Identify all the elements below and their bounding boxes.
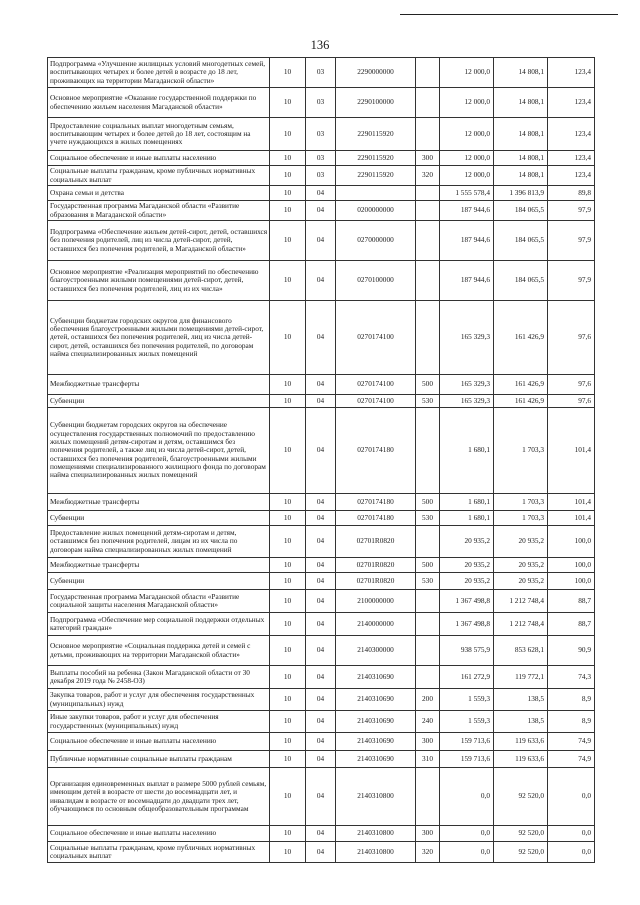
table-row bbox=[48, 590, 595, 613]
table-row bbox=[48, 842, 595, 863]
row-name: Предоставление социальных выплат многодетным семьям, воспитывающим четырех и более детей до 18 лет, состоящим на учете нуждающихся в жилых помещениях bbox=[48, 118, 270, 151]
execution-percent: 8,9 bbox=[548, 711, 595, 733]
expense-type-code: 310 bbox=[416, 751, 440, 768]
table-row bbox=[48, 711, 595, 733]
target-article-code: 2290000000 bbox=[336, 58, 416, 88]
subsection-code: 04 bbox=[306, 751, 336, 768]
execution-percent: 90,9 bbox=[548, 636, 595, 666]
planned-amount: 1 559,3 bbox=[440, 711, 494, 733]
subsection-code: 04 bbox=[306, 395, 336, 408]
table-row bbox=[48, 395, 595, 408]
row-name: Социальные выплаты гражданам, кроме публичных нормативных социальных выплат bbox=[48, 166, 270, 186]
expense-type-code: 530 bbox=[416, 395, 440, 408]
expense-type-code: 500 bbox=[416, 494, 440, 511]
executed-amount: 1 703,3 bbox=[494, 511, 548, 526]
expense-type-code: 320 bbox=[416, 166, 440, 186]
execution-percent: 101,4 bbox=[548, 511, 595, 526]
target-article-code: 0270174100 bbox=[336, 375, 416, 395]
executed-amount: 1 212 748,4 bbox=[494, 613, 548, 636]
target-article-code: 2290115920 bbox=[336, 151, 416, 166]
expense-type-code bbox=[416, 768, 440, 826]
table-row bbox=[48, 221, 595, 261]
expense-type-code: 240 bbox=[416, 711, 440, 733]
execution-percent: 101,4 bbox=[548, 408, 595, 494]
execution-percent: 123,4 bbox=[548, 58, 595, 88]
budget-table-body bbox=[48, 58, 595, 863]
table-row bbox=[48, 689, 595, 711]
expense-type-code: 500 bbox=[416, 375, 440, 395]
row-name: Подпрограмма «Улучшение жилищных условий многодетных семей, воспитывающих четырех и более детей в возрасте до 18 лет, проживающих на территории Магаданской области» bbox=[48, 58, 270, 88]
execution-percent: 123,4 bbox=[548, 88, 595, 118]
target-article-code: 2140310800 bbox=[336, 842, 416, 863]
expense-type-code bbox=[416, 590, 440, 613]
target-article-code: 02701R0820 bbox=[336, 573, 416, 590]
execution-percent: 74,3 bbox=[548, 666, 595, 689]
planned-amount: 165 329,3 bbox=[440, 375, 494, 395]
execution-percent: 89,8 bbox=[548, 186, 595, 201]
subsection-code: 04 bbox=[306, 768, 336, 826]
planned-amount: 1 680,1 bbox=[440, 511, 494, 526]
executed-amount: 14 808,1 bbox=[494, 88, 548, 118]
executed-amount: 184 065,5 bbox=[494, 221, 548, 261]
table-row bbox=[48, 494, 595, 511]
expense-type-code bbox=[416, 186, 440, 201]
target-article-code: 2140310690 bbox=[336, 666, 416, 689]
execution-percent: 97,6 bbox=[548, 301, 595, 375]
execution-percent: 123,4 bbox=[548, 118, 595, 151]
section-code: 10 bbox=[270, 261, 306, 301]
subsection-code: 03 bbox=[306, 166, 336, 186]
expense-type-code: 320 bbox=[416, 842, 440, 863]
target-article-code: 0270100000 bbox=[336, 261, 416, 301]
table-row bbox=[48, 511, 595, 526]
planned-amount: 12 000,0 bbox=[440, 58, 494, 88]
target-article-code: 0270174100 bbox=[336, 395, 416, 408]
section-code: 10 bbox=[270, 768, 306, 826]
table-row bbox=[48, 186, 595, 201]
table-row bbox=[48, 733, 595, 751]
target-article-code: 0270174180 bbox=[336, 408, 416, 494]
planned-amount: 20 935,2 bbox=[440, 526, 494, 558]
subsection-code: 04 bbox=[306, 558, 336, 573]
subsection-code: 03 bbox=[306, 88, 336, 118]
row-name: Основное мероприятие «Оказание государственной поддержки по обеспечению жильем населения Магаданской области» bbox=[48, 88, 270, 118]
execution-percent: 97,6 bbox=[548, 375, 595, 395]
execution-percent: 0,0 bbox=[548, 768, 595, 826]
executed-amount: 20 935,2 bbox=[494, 558, 548, 573]
planned-amount: 161 272,9 bbox=[440, 666, 494, 689]
section-code: 10 bbox=[270, 58, 306, 88]
expense-type-code bbox=[416, 408, 440, 494]
planned-amount: 0,0 bbox=[440, 842, 494, 863]
row-name: Выплаты пособий на ребенка (Закон Магаданской области от 30 декабря 2019 года № 2458-ОЗ) bbox=[48, 666, 270, 689]
planned-amount: 187 944,6 bbox=[440, 261, 494, 301]
executed-amount: 119 633,6 bbox=[494, 733, 548, 751]
executed-amount: 138,5 bbox=[494, 711, 548, 733]
section-code: 10 bbox=[270, 590, 306, 613]
expense-type-code bbox=[416, 261, 440, 301]
expense-type-code: 300 bbox=[416, 733, 440, 751]
execution-percent: 0,0 bbox=[548, 842, 595, 863]
executed-amount: 92 520,0 bbox=[494, 768, 548, 826]
executed-amount: 184 065,5 bbox=[494, 201, 548, 221]
subsection-code: 04 bbox=[306, 261, 336, 301]
target-article-code: 2140310690 bbox=[336, 751, 416, 768]
expense-type-code bbox=[416, 201, 440, 221]
subsection-code: 03 bbox=[306, 58, 336, 88]
execution-percent: 97,9 bbox=[548, 261, 595, 301]
executed-amount: 92 520,0 bbox=[494, 842, 548, 863]
execution-percent: 8,9 bbox=[548, 689, 595, 711]
subsection-code: 04 bbox=[306, 526, 336, 558]
planned-amount: 165 329,3 bbox=[440, 395, 494, 408]
target-article-code: 2290115920 bbox=[336, 166, 416, 186]
execution-percent: 123,4 bbox=[548, 151, 595, 166]
section-code: 10 bbox=[270, 689, 306, 711]
row-name: Межбюджетные трансферты bbox=[48, 494, 270, 511]
header-rule bbox=[400, 14, 618, 15]
subsection-code: 03 bbox=[306, 151, 336, 166]
executed-amount: 138,5 bbox=[494, 689, 548, 711]
table-row bbox=[48, 526, 595, 558]
section-code: 10 bbox=[270, 201, 306, 221]
row-name: Подпрограмма «Обеспечение мер социальной поддержки отдельных категорий граждан» bbox=[48, 613, 270, 636]
expense-type-code: 530 bbox=[416, 573, 440, 590]
planned-amount: 20 935,2 bbox=[440, 558, 494, 573]
planned-amount: 12 000,0 bbox=[440, 118, 494, 151]
execution-percent: 88,7 bbox=[548, 590, 595, 613]
table-row bbox=[48, 201, 595, 221]
table-row bbox=[48, 613, 595, 636]
expense-type-code: 300 bbox=[416, 151, 440, 166]
executed-amount: 119 633,6 bbox=[494, 751, 548, 768]
section-code: 10 bbox=[270, 558, 306, 573]
executed-amount: 1 212 748,4 bbox=[494, 590, 548, 613]
execution-percent: 123,4 bbox=[548, 166, 595, 186]
row-name: Субвенции бюджетам городских округов на обеспечение осуществления государственных полномочий по предоставлению жилых помещений детям-сиротам и детям, оставшимся без попечения родителей, а также лиц из числа детей-сирот, детей, оставшихся без попечения родителей, благоустроенными жилыми помещениями специализированного жилищного фонда по договорам найма специализированных жилых помещений bbox=[48, 408, 270, 494]
row-name: Основное мероприятие «Социальная поддержка детей и семей с детьми, проживающих на территории Магаданской области» bbox=[48, 636, 270, 666]
table-row bbox=[48, 768, 595, 826]
subsection-code: 04 bbox=[306, 689, 336, 711]
table-row bbox=[48, 408, 595, 494]
executed-amount: 20 935,2 bbox=[494, 573, 548, 590]
planned-amount: 0,0 bbox=[440, 768, 494, 826]
section-code: 10 bbox=[270, 826, 306, 842]
planned-amount: 1 555 578,4 bbox=[440, 186, 494, 201]
row-name: Социальное обеспечение и иные выплаты населению bbox=[48, 733, 270, 751]
section-code: 10 bbox=[270, 375, 306, 395]
section-code: 10 bbox=[270, 751, 306, 768]
subsection-code: 04 bbox=[306, 733, 336, 751]
planned-amount: 165 329,3 bbox=[440, 301, 494, 375]
planned-amount: 12 000,0 bbox=[440, 166, 494, 186]
section-code: 10 bbox=[270, 118, 306, 151]
table-row bbox=[48, 751, 595, 768]
section-code: 10 bbox=[270, 494, 306, 511]
section-code: 10 bbox=[270, 395, 306, 408]
planned-amount: 187 944,6 bbox=[440, 221, 494, 261]
subsection-code: 04 bbox=[306, 511, 336, 526]
row-name: Социальное обеспечение и иные выплаты населению bbox=[48, 826, 270, 842]
subsection-code: 04 bbox=[306, 613, 336, 636]
planned-amount: 187 944,6 bbox=[440, 201, 494, 221]
section-code: 10 bbox=[270, 88, 306, 118]
table-row bbox=[48, 301, 595, 375]
executed-amount: 14 808,1 bbox=[494, 58, 548, 88]
subsection-code: 04 bbox=[306, 666, 336, 689]
execution-percent: 0,0 bbox=[548, 826, 595, 842]
executed-amount: 1 703,3 bbox=[494, 494, 548, 511]
row-name: Иные закупки товаров, работ и услуг для обеспечения государственных (муниципальных) нужд bbox=[48, 711, 270, 733]
target-article-code: 2140310690 bbox=[336, 733, 416, 751]
table-row bbox=[48, 261, 595, 301]
table-row bbox=[48, 166, 595, 186]
target-article-code bbox=[336, 186, 416, 201]
executed-amount: 161 426,9 bbox=[494, 375, 548, 395]
subsection-code: 04 bbox=[306, 711, 336, 733]
table-row bbox=[48, 558, 595, 573]
executed-amount: 14 808,1 bbox=[494, 166, 548, 186]
expense-type-code bbox=[416, 221, 440, 261]
expense-type-code bbox=[416, 118, 440, 151]
section-code: 10 bbox=[270, 511, 306, 526]
subsection-code: 04 bbox=[306, 186, 336, 201]
row-name: Закупка товаров, работ и услуг для обеспечения государственных (муниципальных) нужд bbox=[48, 689, 270, 711]
executed-amount: 1 703,3 bbox=[494, 408, 548, 494]
row-name: Субвенции bbox=[48, 573, 270, 590]
table-row bbox=[48, 88, 595, 118]
expense-type-code bbox=[416, 613, 440, 636]
table-row bbox=[48, 151, 595, 166]
subsection-code: 03 bbox=[306, 118, 336, 151]
table-row bbox=[48, 375, 595, 395]
page-number: 136 bbox=[310, 38, 330, 52]
expense-type-code bbox=[416, 526, 440, 558]
table-row bbox=[48, 666, 595, 689]
subsection-code: 04 bbox=[306, 826, 336, 842]
planned-amount: 1 680,1 bbox=[440, 408, 494, 494]
row-name: Межбюджетные трансферты bbox=[48, 558, 270, 573]
row-name: Государственная программа Магаданской области «Развитие социальной защиты населения Магаданской области» bbox=[48, 590, 270, 613]
expense-type-code: 300 bbox=[416, 826, 440, 842]
target-article-code: 2140310800 bbox=[336, 768, 416, 826]
execution-percent: 100,0 bbox=[548, 558, 595, 573]
execution-percent: 101,4 bbox=[548, 494, 595, 511]
subsection-code: 04 bbox=[306, 590, 336, 613]
expense-type-code bbox=[416, 301, 440, 375]
planned-amount: 938 575,9 bbox=[440, 636, 494, 666]
expense-type-code: 500 bbox=[416, 558, 440, 573]
target-article-code: 2140310800 bbox=[336, 826, 416, 842]
budget-table bbox=[47, 57, 595, 863]
planned-amount: 1 680,1 bbox=[440, 494, 494, 511]
expense-type-code bbox=[416, 666, 440, 689]
section-code: 10 bbox=[270, 408, 306, 494]
expense-type-code: 200 bbox=[416, 689, 440, 711]
planned-amount: 1 559,3 bbox=[440, 689, 494, 711]
target-article-code: 02701R0820 bbox=[336, 526, 416, 558]
row-name: Организация единовременных выплат в размере 5000 рублей семьям, имеющим детей в возрасте от шести до восемнадцати лет, и инвалидам в возрасте от восемнадцати до двадцати трех лет, обучающимся по основным общеобразовательным программам bbox=[48, 768, 270, 826]
planned-amount: 0,0 bbox=[440, 826, 494, 842]
target-article-code: 2140000000 bbox=[336, 613, 416, 636]
section-code: 10 bbox=[270, 711, 306, 733]
target-article-code: 2290100000 bbox=[336, 88, 416, 118]
row-name: Охрана семьи и детства bbox=[48, 186, 270, 201]
target-article-code: 2140300000 bbox=[336, 636, 416, 666]
row-name: Социальное обеспечение и иные выплаты населению bbox=[48, 151, 270, 166]
section-code: 10 bbox=[270, 666, 306, 689]
execution-percent: 88,7 bbox=[548, 613, 595, 636]
subsection-code: 04 bbox=[306, 636, 336, 666]
subsection-code: 04 bbox=[306, 201, 336, 221]
table-row bbox=[48, 826, 595, 842]
table-row bbox=[48, 636, 595, 666]
subsection-code: 04 bbox=[306, 842, 336, 863]
table-row bbox=[48, 118, 595, 151]
row-name: Субвенции bbox=[48, 511, 270, 526]
row-name: Основное мероприятие «Реализация мероприятий по обеспечению благоустроенными жилыми помещениями детей-сирот, детей, оставшихся без попечения родителей, лиц из их числа» bbox=[48, 261, 270, 301]
executed-amount: 20 935,2 bbox=[494, 526, 548, 558]
row-name: Социальные выплаты гражданам, кроме публичных нормативных социальных выплат bbox=[48, 842, 270, 863]
expense-type-code bbox=[416, 636, 440, 666]
executed-amount: 1 396 813,9 bbox=[494, 186, 548, 201]
planned-amount: 1 367 498,8 bbox=[440, 613, 494, 636]
row-name: Межбюджетные трансферты bbox=[48, 375, 270, 395]
target-article-code: 0270174180 bbox=[336, 494, 416, 511]
subsection-code: 04 bbox=[306, 301, 336, 375]
planned-amount: 159 713,6 bbox=[440, 751, 494, 768]
section-code: 10 bbox=[270, 186, 306, 201]
target-article-code: 0270174180 bbox=[336, 511, 416, 526]
planned-amount: 12 000,0 bbox=[440, 151, 494, 166]
planned-amount: 20 935,2 bbox=[440, 573, 494, 590]
subsection-code: 04 bbox=[306, 494, 336, 511]
row-name: Подпрограмма «Обеспечение жильем детей-сирот, детей, оставшихся без попечения родителей, лиц из числа детей-сирот, детей, оставшихся без попечения родителей, в Магаданской области» bbox=[48, 221, 270, 261]
execution-percent: 97,9 bbox=[548, 201, 595, 221]
section-code: 10 bbox=[270, 842, 306, 863]
section-code: 10 bbox=[270, 636, 306, 666]
execution-percent: 97,9 bbox=[548, 221, 595, 261]
target-article-code: 0270000000 bbox=[336, 221, 416, 261]
section-code: 10 bbox=[270, 151, 306, 166]
execution-percent: 97,6 bbox=[548, 395, 595, 408]
target-article-code: 02701R0820 bbox=[336, 558, 416, 573]
planned-amount: 12 000,0 bbox=[440, 88, 494, 118]
execution-percent: 74,9 bbox=[548, 733, 595, 751]
executed-amount: 161 426,9 bbox=[494, 395, 548, 408]
target-article-code: 2140310690 bbox=[336, 711, 416, 733]
executed-amount: 161 426,9 bbox=[494, 301, 548, 375]
executed-amount: 853 628,1 bbox=[494, 636, 548, 666]
executed-amount: 92 520,0 bbox=[494, 826, 548, 842]
section-code: 10 bbox=[270, 221, 306, 261]
planned-amount: 1 367 498,8 bbox=[440, 590, 494, 613]
section-code: 10 bbox=[270, 573, 306, 590]
executed-amount: 119 772,1 bbox=[494, 666, 548, 689]
expense-type-code bbox=[416, 88, 440, 118]
executed-amount: 14 808,1 bbox=[494, 118, 548, 151]
executed-amount: 14 808,1 bbox=[494, 151, 548, 166]
subsection-code: 04 bbox=[306, 221, 336, 261]
row-name: Предоставление жилых помещений детям-сиротам и детям, оставшимся без попечения родителей, лицам из их числа по договорам найма специализированных жилых помещений bbox=[48, 526, 270, 558]
table-row bbox=[48, 58, 595, 88]
row-name: Субвенции бюджетам городских округов для финансового обеспечения благоустроенными жилыми помещениями детей-сирот, детей, оставшихся без попечения родителей, лиц из числа детей-сирот, детей, оставшихся без попечения родителей, по договорам найма специализированных жилых помещений bbox=[48, 301, 270, 375]
target-article-code: 2100000000 bbox=[336, 590, 416, 613]
target-article-code: 0200000000 bbox=[336, 201, 416, 221]
row-name: Государственная программа Магаданской области «Развитие образования в Магаданской области» bbox=[48, 201, 270, 221]
planned-amount: 159 713,6 bbox=[440, 733, 494, 751]
section-code: 10 bbox=[270, 526, 306, 558]
target-article-code: 2290115920 bbox=[336, 118, 416, 151]
section-code: 10 bbox=[270, 301, 306, 375]
executed-amount: 184 065,5 bbox=[494, 261, 548, 301]
subsection-code: 04 bbox=[306, 375, 336, 395]
execution-percent: 100,0 bbox=[548, 573, 595, 590]
subsection-code: 04 bbox=[306, 408, 336, 494]
expense-type-code bbox=[416, 58, 440, 88]
expense-type-code: 530 bbox=[416, 511, 440, 526]
section-code: 10 bbox=[270, 613, 306, 636]
execution-percent: 74,9 bbox=[548, 751, 595, 768]
subsection-code: 04 bbox=[306, 573, 336, 590]
table-row bbox=[48, 573, 595, 590]
execution-percent: 100,0 bbox=[548, 526, 595, 558]
row-name: Субвенции bbox=[48, 395, 270, 408]
target-article-code: 2140310690 bbox=[336, 689, 416, 711]
section-code: 10 bbox=[270, 733, 306, 751]
target-article-code: 0270174100 bbox=[336, 301, 416, 375]
section-code: 10 bbox=[270, 166, 306, 186]
row-name: Публичные нормативные социальные выплаты гражданам bbox=[48, 751, 270, 768]
